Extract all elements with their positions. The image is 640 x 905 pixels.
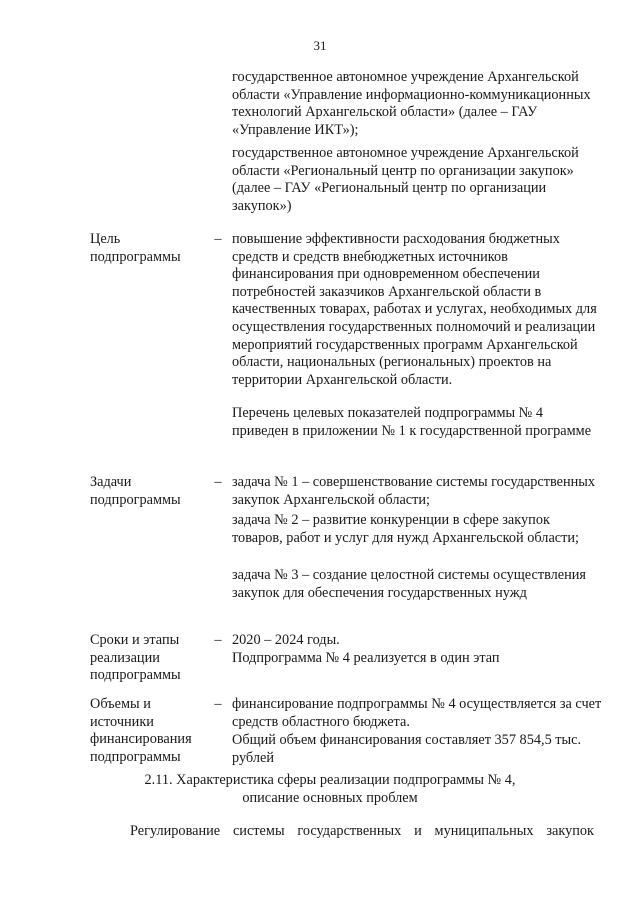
task-item-2: задача № 2 – развитие конкуренции в сфере закупок товаров, работ и услуг для нужд Архангельской области; xyxy=(232,512,580,546)
intro-paragraph-2: государственное автономное учреждение Архангельской области «Региональный центр по организации закупок» (далее – ГАУ «Региональный центр по организации закупок») xyxy=(232,145,579,214)
terms-dash: – xyxy=(214,632,222,648)
terms-years: 2020 – 2024 годы. xyxy=(232,632,340,648)
section-heading: 2.11. Характеристика сферы реализации подпрограммы № 4, описание основных проблем xyxy=(144,772,516,806)
goal-dash: – xyxy=(214,231,222,247)
intro-paragraph-1: государственное автономное учреждение Архангельской области «Управление информационно-коммуникационных технологий Архангельской области» (далее – ГАУ «Управление ИКТ»); xyxy=(232,69,591,138)
page-number: 31 xyxy=(313,38,327,53)
terms-label: Сроки и этапы реализации подпрограммы xyxy=(90,632,181,684)
tasks-dash: – xyxy=(214,474,222,490)
funding-dash: – xyxy=(214,696,222,712)
terms-stage: Подпрограмма № 4 реализуется в один этап xyxy=(232,650,500,666)
task-item-1: задача № 1 – совершенствование системы государственных закупок Архангельской области; xyxy=(232,474,596,508)
funding-source: финансирование подпрограммы № 4 осуществляется за счет средств областного бюджета. xyxy=(232,696,602,730)
goal-label: Цель подпрограммы xyxy=(90,231,181,265)
goal-text: повышение эффективности расходования бюджетных средств и средств внебюджетных источников финансирования при одновременном обеспечении потребностей заказчиков Архангельской области в качественных товарах, работах и услугах, необходимых для осуществления государственных полномочий и реализации мероприятий государственных программ Архангельской области, национальных (региональных) проектов на территории Архангельской области. xyxy=(232,231,597,388)
funding-total: Общий объем финансирования составляет 357 854,5 тыс. рублей xyxy=(232,732,582,766)
task-item-3: задача № 3 – создание целостной системы осуществления закупок для обеспечения государственных нужд xyxy=(232,567,586,601)
goal-indicators-text: Перечень целевых показателей подпрограммы № 4 приведен в приложении № 1 к государственной программе xyxy=(232,405,592,439)
body-paragraph: Регулирование системы государственных и муниципальных закупок xyxy=(130,823,594,839)
tasks-label: Задачи подпрограммы xyxy=(90,474,181,508)
funding-label: Объемы и источники финансирования подпрограммы xyxy=(90,696,192,765)
